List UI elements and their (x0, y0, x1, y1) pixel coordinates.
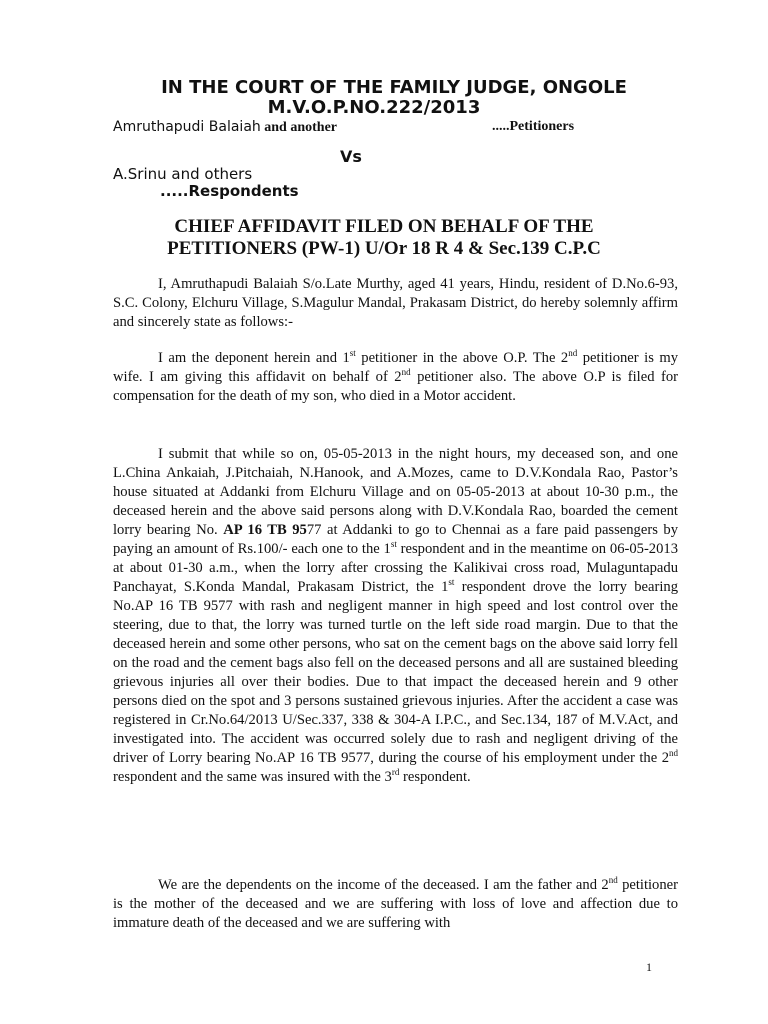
versus-label: Vs (340, 147, 362, 166)
page-number: 1 (646, 960, 652, 974)
paragraph-deponent-role: I am the deponent herein and 1st petitioner in the above O.P. The 2nd petitioner is my wife. I am giving this affidavit on behalf of 2nd petitioner also. The above O.P is filed for compensation for the death of my son, who died in a Motor accident. (113, 348, 679, 404)
paragraph-deponent-details: I, Amruthapudi Balaiah S/o.Late Murthy, aged 41 years, Hindu, resident of D.No.6-93, S.C. Colony, Elchuru Village, S.Magulur Mandal, Prakasam District, do hereby solemnly affirm and sincerely state as follows:- (113, 276, 678, 330)
petitioner-name: Amruthapudi Balaiah (113, 119, 261, 135)
petitioners-label: .....Petitioners (492, 119, 575, 134)
court-title: IN THE COURT OF THE FAMILY JUDGE, ONGOLE (161, 77, 627, 98)
affidavit-heading-line1: CHIEF AFFIDAVIT FILED ON BEHALF OF THE (174, 216, 594, 237)
case-number: M.V.O.P.NO.222/2013 (267, 97, 481, 118)
petitioner-line (113, 118, 337, 137)
affidavit-heading-line2: PETITIONERS (PW-1) U/Or 18 R 4 & Sec.139 C.P.C (167, 238, 601, 259)
paragraph-accident-facts: I submit that while so on, 05-05-2013 in the night hours, my deceased son, and one L.China Ankaiah, J.Pitchaiah, N.Hanook, and A.Mozes, came to D.V.Kondala Rao, Pastor’s house situated at Addanki from Elchuru Village and on 05-05-2013 at about 10-30 p.m., the deceased herein and the above said persons along with D.V.Kondala Rao, boarded the cement lorry bearing No. AP 16 TB 9577 at Addanki to go to Chennai as a fare paid passengers by paying an amount of Rs.100/- each one to the 1st respondent and in the meantime on 06-05-2013 at about 01-30 a.m., when the lorry after crossing the Kalikivai cross road, Mulaguntapadu Panchayat, S.Konda Mandal, Prakasam District, the 1st respondent drove the lorry bearing No.AP 16 TB 9577 with rash and negligent manner in high speed and lost control over the steering, due to that, the lorry was turned turtle on the left side road margin. Due to that the deceased herein and some other persons, who sat on the cement bags on the above said lorry fell on the road and the cement bags also fell on the deceased persons and all are sustained bleeding grievous injuries all over their bodies. Due to that impact the deceased herein and 9 other persons died on the spot and 3 persons sustained grievous injuries. After the accident a case was registered in Cr.No.64/2013 U/Sec.337, 338 & 304-A I.P.C., and Sec.134, 187 of M.V.Act, and investigated into. The accident was occurred solely due to rash and negligent driving of the driver of Lorry bearing No.AP 16 TB 9577, during the course of his employment under the 2nd respondent and the same was insured with the 3rd respondent. (113, 446, 678, 785)
petitioner-suffix: and another (260, 120, 337, 135)
respondent-name: A.Srinu and others (113, 165, 253, 183)
paragraph-dependents: We are the dependents on the income of the deceased. I am the father and 2nd petitioner is the mother of the deceased and we are suffering with loss of love and affection due to immature death of the deceased and we are suffering with (113, 875, 678, 931)
respondents-label: .....Respondents (160, 182, 299, 200)
